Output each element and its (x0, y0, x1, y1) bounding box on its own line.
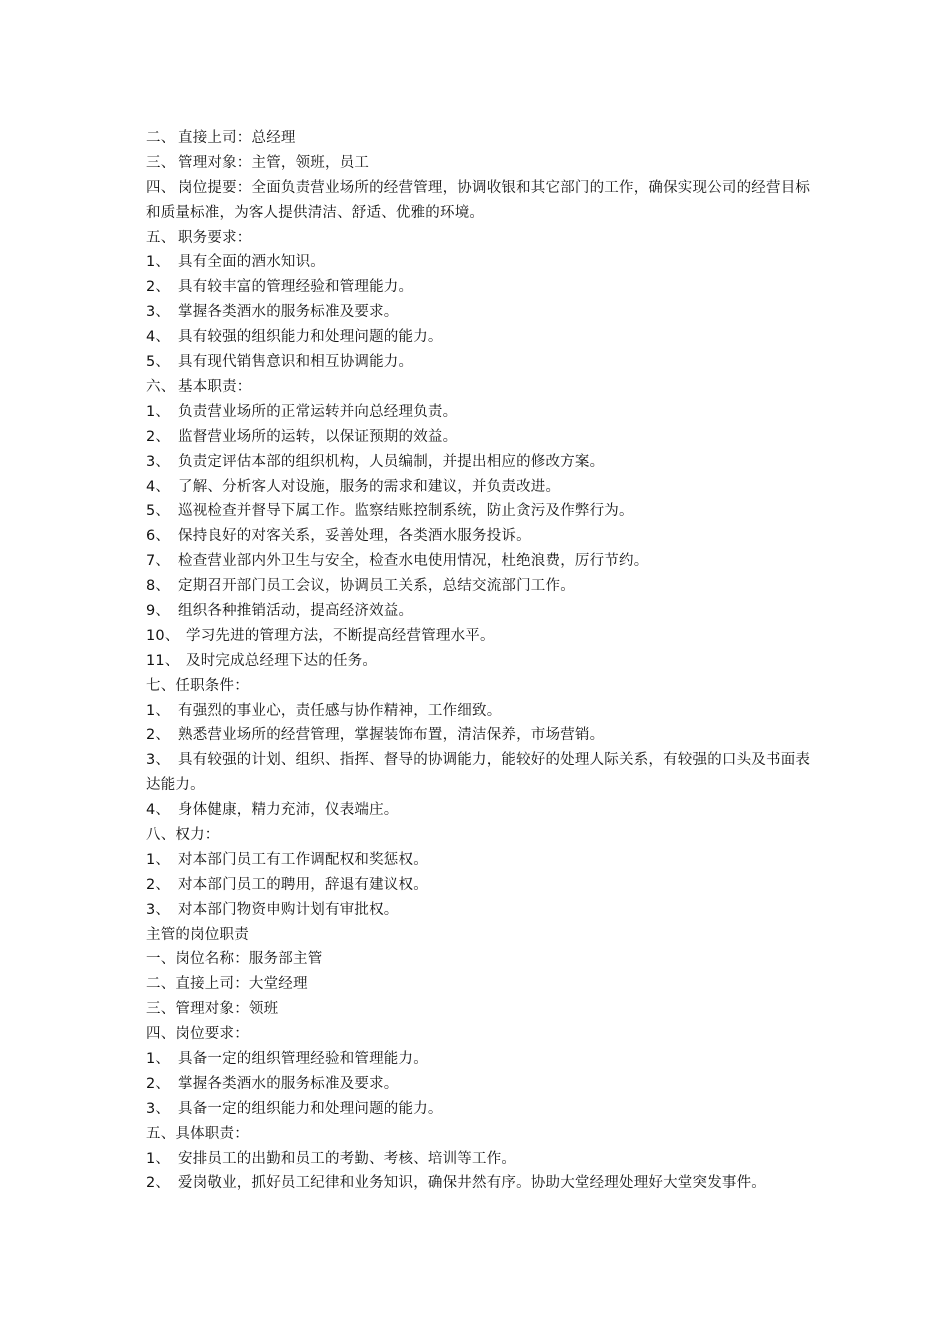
line-number: 8、 (146, 578, 171, 595)
line-text: 对本部门物资申购计划有审批权。 (178, 901, 399, 918)
line-number: 1、 (146, 1051, 171, 1068)
line-number: 3、 (146, 901, 171, 918)
document-line (146, 1072, 814, 1097)
line-text: 负责定评估本部的组织机构，人员编制，并提出相应的修改方案。 (178, 453, 605, 470)
line-text: 熟悉营业场所的经营管理，掌握装饰布置，清洁保养，市场营销。 (178, 727, 605, 744)
line-text: 保持良好的对客关系，妥善处理，各类酒水服务投诉。 (178, 528, 531, 545)
line-text: 对本部门员工的聘用，辞退有建议权。 (178, 876, 428, 893)
line-number: 六、 (146, 378, 176, 395)
line-text: 具备一定的组织管理经验和管理能力。 (178, 1051, 428, 1068)
line-text: 四、岗位要求： (146, 1026, 249, 1043)
line-number: 3、 (146, 453, 171, 470)
document-line (146, 275, 814, 300)
line-text: 管理对象：主管，领班，员工 (178, 154, 370, 171)
line-number: 2、 (146, 876, 171, 893)
document-line (146, 923, 814, 948)
line-text: 身体健康，精力充沛，仪表端庄。 (178, 802, 399, 819)
document-line (146, 1147, 814, 1172)
line-text: 负责营业场所的正常运转并向总经理负责。 (178, 403, 458, 420)
document-line (146, 1047, 814, 1072)
document-line (146, 972, 814, 997)
document-line (146, 325, 814, 350)
line-text: 及时完成总经理下达的任务。 (186, 652, 378, 669)
line-number: 6、 (146, 528, 171, 545)
document-line (146, 624, 814, 649)
document-line (146, 997, 814, 1022)
line-text: 直接上司：总经理 (178, 130, 296, 146)
line-text: 职务要求： (178, 229, 252, 246)
document-line (146, 873, 814, 898)
document-line (146, 947, 814, 972)
line-number: 2、 (146, 727, 171, 744)
line-text: 具备一定的组织能力和处理问题的能力。 (178, 1100, 443, 1117)
line-number: 4、 (146, 329, 171, 346)
line-number: 2、 (146, 1075, 171, 1092)
document-line (146, 450, 814, 475)
line-number: 4、 (146, 478, 171, 495)
line-text: 学习先进的管理方法，不断提高经营管理水平。 (186, 627, 495, 644)
document-line (146, 176, 814, 226)
line-number: 5、 (146, 354, 171, 371)
line-number: 7、 (146, 553, 171, 570)
document-line (146, 649, 814, 674)
document-line (146, 524, 814, 549)
document-body (146, 126, 814, 1196)
document-line (146, 1097, 814, 1122)
line-number: 3、 (146, 752, 171, 769)
line-number: 1、 (146, 254, 171, 271)
line-number: 4、 (146, 802, 171, 819)
line-number: 2、 (146, 279, 171, 296)
line-number: 9、 (146, 602, 171, 619)
document-line (146, 151, 814, 176)
line-text: 安排员工的出勤和员工的考勤、考核、培训等工作。 (178, 1150, 517, 1167)
document-line (146, 898, 814, 923)
document-line (146, 1022, 814, 1047)
document-line (146, 425, 814, 450)
document-line (146, 126, 814, 151)
line-text: 组织各种推销活动，提高经济效益。 (178, 602, 414, 619)
document-line (146, 823, 814, 848)
line-number: 二、 (146, 130, 176, 146)
document-line (146, 375, 814, 400)
line-number: 五、 (146, 229, 176, 246)
line-number: 3、 (146, 304, 171, 321)
line-text: 巡视检查并督导下属工作。监察结账控制系统，防止贪污及作弊行为。 (178, 503, 634, 520)
document-line (146, 1171, 814, 1196)
line-number: 四、 (146, 179, 176, 196)
document-line (146, 1122, 814, 1147)
line-text: 五、具体职责： (146, 1125, 249, 1142)
line-number: 5、 (146, 503, 171, 520)
line-text: 岗位提要：全面负责营业场所的经营管理，协调收银和其它部门的工作，确保实现公司的经营目标和质量标准，为客人提供清洁、舒适、优雅的环境。 (146, 179, 811, 221)
document-line (146, 748, 814, 798)
line-text: 监督营业场所的运转，以保证预期的效益。 (178, 428, 458, 445)
line-text: 主管的岗位职责 (146, 926, 249, 943)
line-number: 1、 (146, 702, 171, 719)
line-text: 检查营业部内外卫生与安全，检查水电使用情况，杜绝浪费，厉行节约。 (178, 553, 649, 570)
line-text: 具有较强的组织能力和处理问题的能力。 (178, 329, 443, 346)
line-text: 定期召开部门员工会议，协调员工关系，总结交流部门工作。 (178, 578, 575, 595)
document-line (146, 226, 814, 251)
document-line (146, 723, 814, 748)
line-text: 三、管理对象：领班 (146, 1001, 279, 1018)
document-line (146, 848, 814, 873)
line-text: 了解、分析客人对设施，服务的需求和建议，并负责改进。 (178, 478, 561, 495)
line-number: 3、 (146, 1100, 171, 1117)
document-line (146, 475, 814, 500)
line-text: 具有全面的酒水知识。 (178, 254, 325, 271)
line-number: 1、 (146, 1150, 171, 1167)
line-text: 二、直接上司：大堂经理 (146, 976, 308, 993)
document-line (146, 499, 814, 524)
line-text: 基本职责： (178, 378, 252, 395)
document-line (146, 350, 814, 375)
line-text: 对本部门员工有工作调配权和奖惩权。 (178, 851, 428, 868)
line-text: 具有较丰富的管理经验和管理能力。 (178, 279, 414, 296)
document-line (146, 599, 814, 624)
line-text: 有强烈的事业心，责任感与协作精神，工作细致。 (178, 702, 502, 719)
document-line (146, 798, 814, 823)
line-text: 掌握各类酒水的服务标准及要求。 (178, 304, 399, 321)
line-text: 掌握各类酒水的服务标准及要求。 (178, 1075, 399, 1092)
document-line (146, 300, 814, 325)
line-text: 具有现代销售意识和相互协调能力。 (178, 354, 414, 371)
line-number: 1、 (146, 403, 171, 420)
document-line (146, 400, 814, 425)
line-number: 2、 (146, 428, 171, 445)
document-line (146, 549, 814, 574)
document-line (146, 674, 814, 699)
line-text: 一、岗位名称：服务部主管 (146, 951, 323, 968)
document-line (146, 574, 814, 599)
line-text: 爱岗敬业，抓好员工纪律和业务知识，确保井然有序。协助大堂经理处理好大堂突发事件。 (178, 1175, 766, 1192)
line-number: 三、 (146, 154, 176, 171)
line-number: 2、 (146, 1175, 171, 1192)
line-number: 11、 (146, 652, 180, 669)
line-text: 八、权力： (146, 827, 220, 843)
line-number: 10、 (146, 627, 180, 644)
document-line (146, 250, 814, 275)
line-text: 具有较强的计划、组织、指挥、督导的协调能力，能较好的处理人际关系，有较强的口头及书面表达能力。 (146, 752, 811, 794)
document-line (146, 699, 814, 724)
line-text: 七、任职条件： (146, 677, 249, 694)
line-number: 1、 (146, 851, 171, 868)
